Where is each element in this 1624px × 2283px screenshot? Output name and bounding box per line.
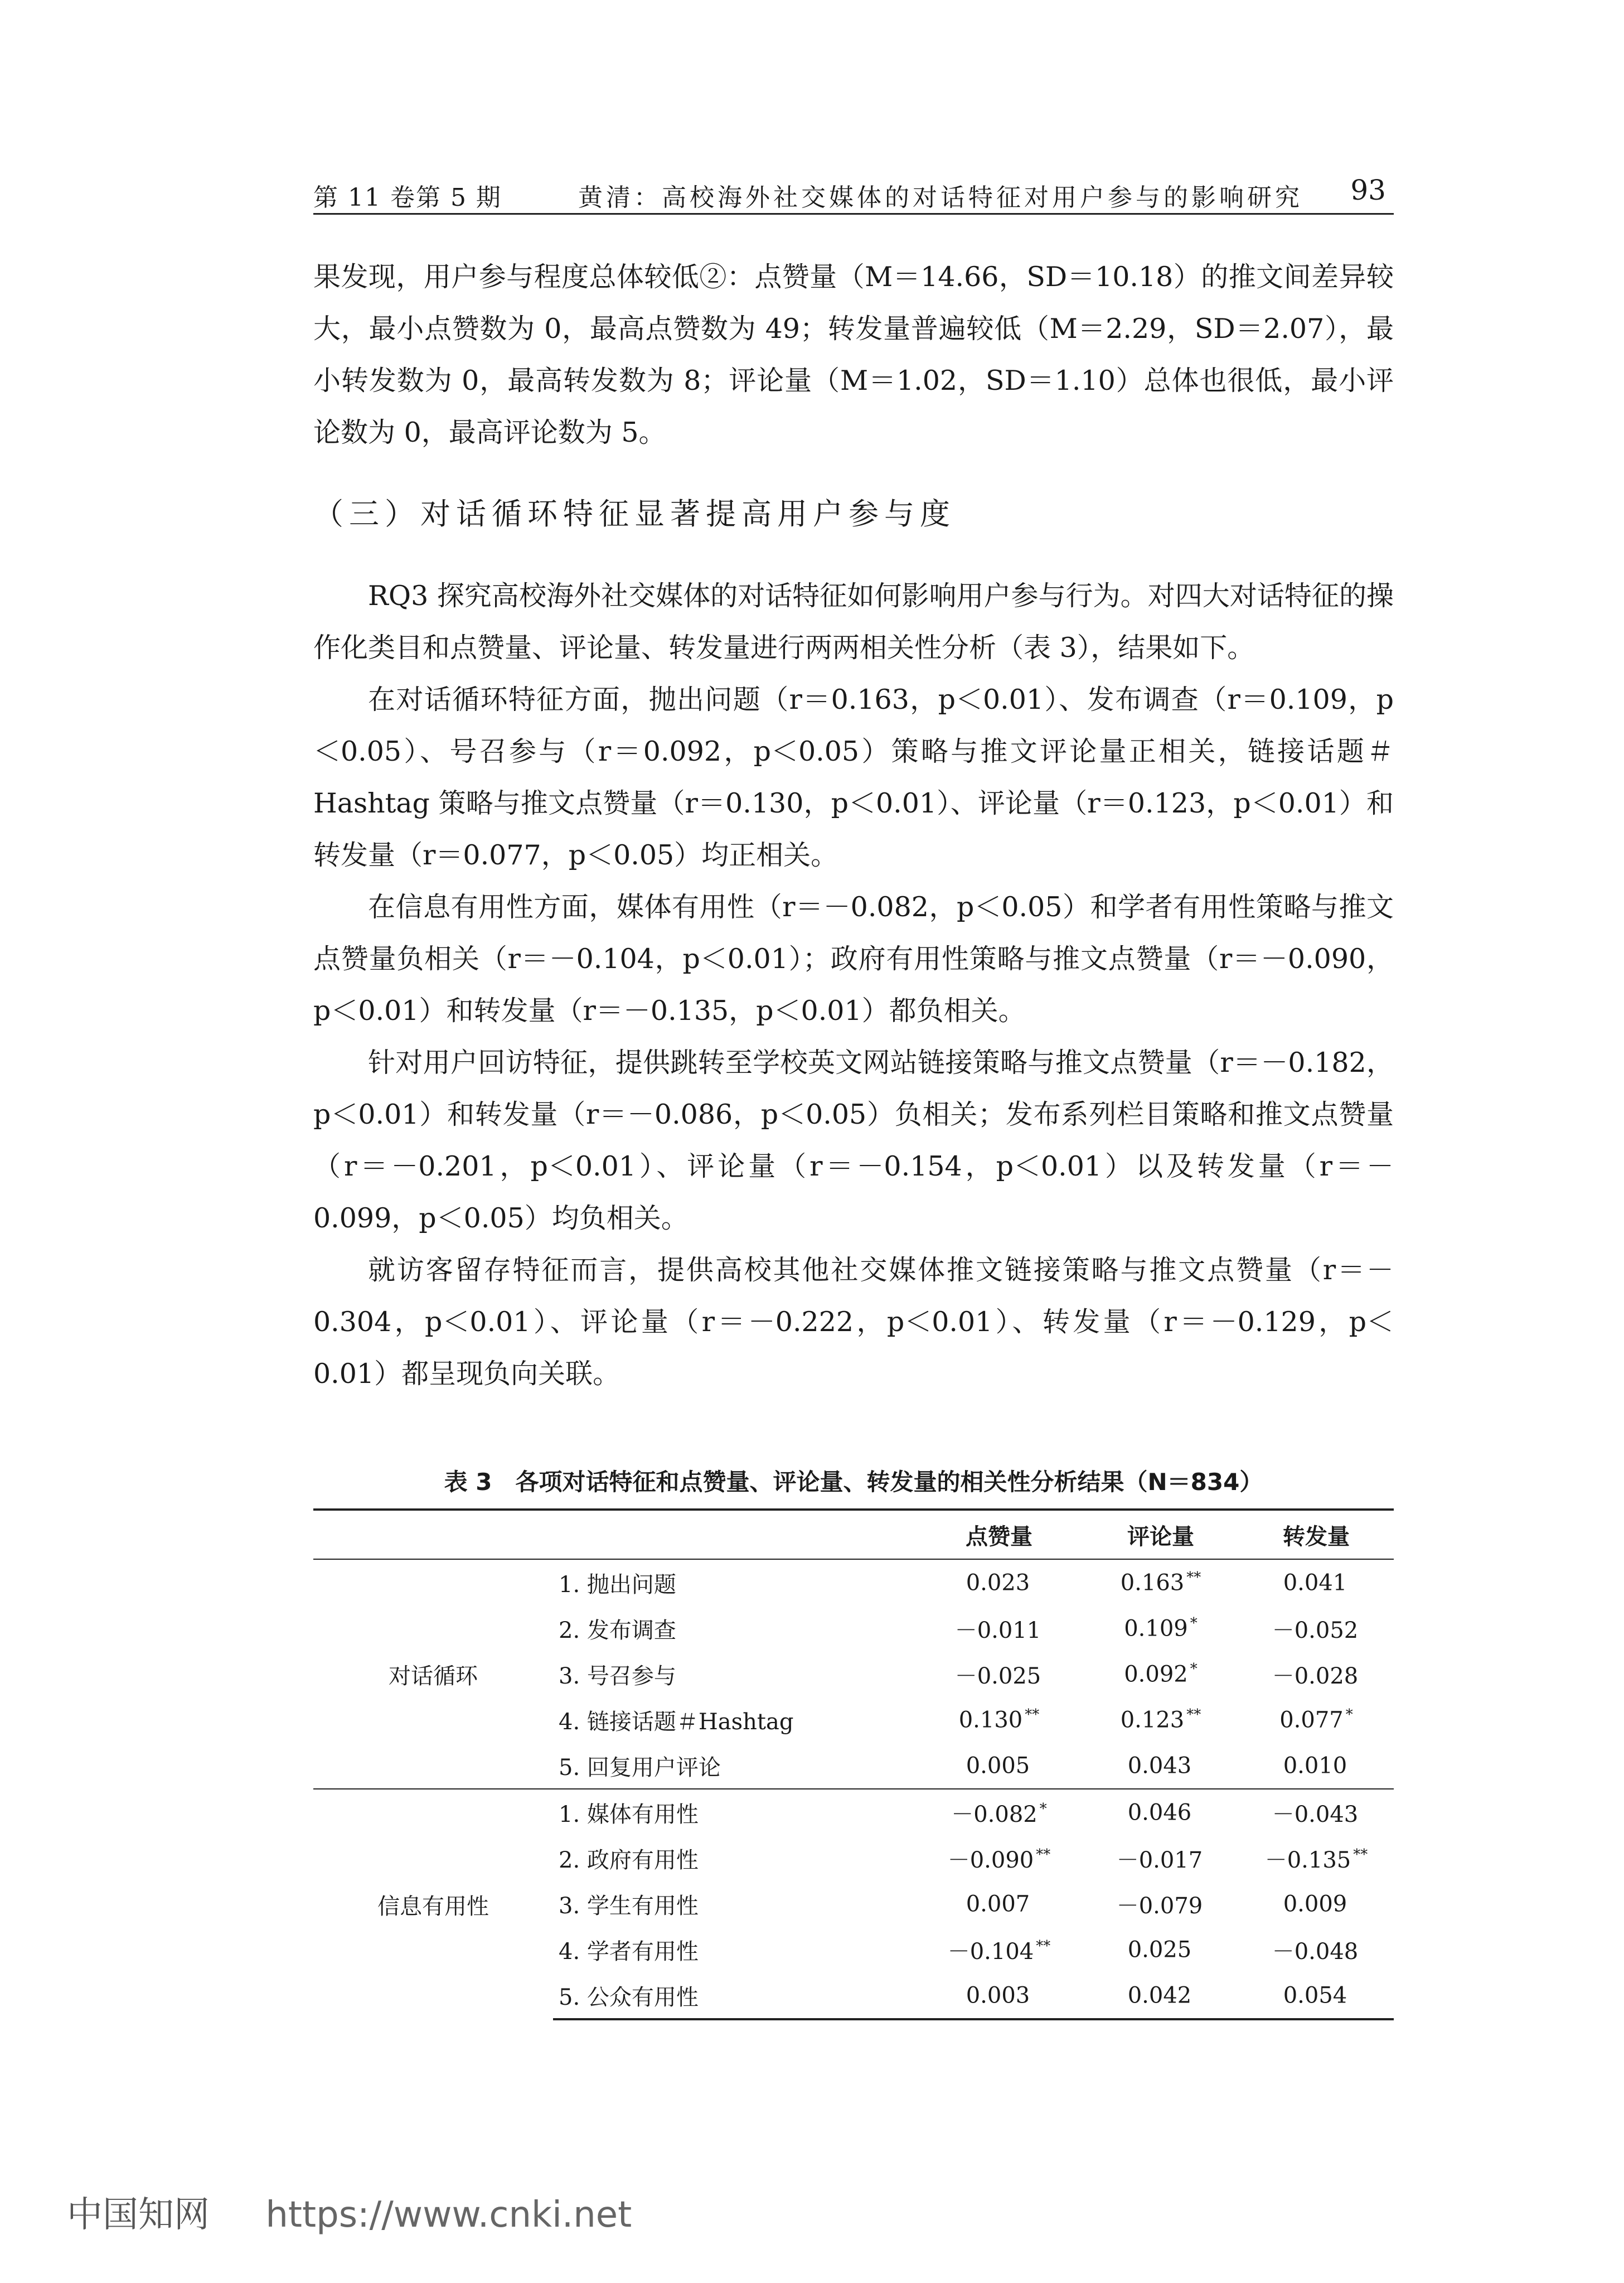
table-cell xyxy=(915,1605,1083,1651)
table-cell xyxy=(1239,1972,1394,2019)
table-cell xyxy=(915,1651,1083,1697)
row-item-label: 3. 学生有用性 xyxy=(559,1893,699,1919)
table-cell xyxy=(1239,1927,1394,1972)
cell-value: －0.028 xyxy=(1272,1663,1359,1689)
section-heading: （三）对话循环特征显著提高用户参与度 xyxy=(313,496,956,531)
table-cell xyxy=(1083,1743,1239,1789)
running-header xyxy=(313,174,1394,215)
article-running-title: 黄清：高校海外社交媒体的对话特征对用户参与的影响研究 xyxy=(578,183,1303,212)
cell-value: 0.042 xyxy=(1127,1982,1192,2009)
page-number: 93 xyxy=(1350,174,1386,206)
cell-value: 0.025 xyxy=(1127,1937,1192,1963)
column-header-shares: 转发量 xyxy=(1239,1510,1394,1559)
cell-value: 0.009 xyxy=(1283,1891,1347,1917)
cell-value: 0.054 xyxy=(1283,1982,1347,2009)
header-blank xyxy=(313,1510,553,1559)
cell-value: 0.163 xyxy=(1120,1570,1185,1596)
row-item-label: 2. 发布调查 xyxy=(559,1617,676,1643)
cell-value: 0.043 xyxy=(1127,1753,1192,1779)
cell-value: －0.090 xyxy=(947,1847,1034,1873)
cell-value: 0.077 xyxy=(1279,1707,1344,1733)
cell-value: 0.123 xyxy=(1120,1707,1185,1733)
cell-value: 0.130 xyxy=(958,1707,1023,1733)
paragraph-rq3: RQ3 探究高校海外社交媒体的对话特征如何影响用户参与行为。对四大对话特征的操作化类目和点赞量、评论量、转发量进行两两相关性分析（表 3），结果如下。 xyxy=(313,580,1394,664)
table-row xyxy=(313,1559,1394,1605)
cell-value: －0.079 xyxy=(1116,1893,1203,1919)
row-item-label: 5. 公众有用性 xyxy=(553,1972,915,2019)
article-body xyxy=(313,251,1394,1400)
column-header-comments: 评论量 xyxy=(1083,1510,1239,1559)
cell-value: 0.092 xyxy=(1124,1661,1188,1687)
cell-value: 0.003 xyxy=(966,1982,1030,2009)
cell-value: －0.104 xyxy=(947,1938,1034,1965)
table-cell xyxy=(1083,1972,1239,2019)
table-cell xyxy=(1083,1697,1239,1743)
table-cell xyxy=(1083,1559,1239,1605)
paragraph-return-visit: 针对用户回访特征，提供跳转至学校英文网站链接策略与推文点赞量（r＝－0.182，p＜0.01）和转发量（r＝－0.086，p＜0.05）负相关；发布系列栏目策略和推文点赞量（r＝－0.201，p＜0.01）、评论量（r＝－0.154，p＜0.01）以及转发量（r＝－0.099，p＜0.05）均负相关。 xyxy=(313,1047,1394,1234)
cell-value: 0.007 xyxy=(966,1891,1030,1917)
significance-mark: ** xyxy=(1186,1569,1201,1587)
table-cell xyxy=(1083,1835,1239,1881)
cell-value: －0.025 xyxy=(954,1663,1041,1689)
significance-mark: * xyxy=(1190,1661,1198,1678)
table-cell xyxy=(915,1743,1083,1789)
table-cell xyxy=(1239,1835,1394,1881)
paragraph-info-usefulness: 在信息有用性方面，媒体有用性（r＝－0.082，p＜0.05）和学者有用性策略与推文点赞量负相关（r＝－0.104，p＜0.01）；政府有用性策略与推文点赞量（r＝－0.090，p＜0.01）和转发量（r＝－0.135，p＜0.01）都负相关。 xyxy=(313,891,1394,1027)
table-cell xyxy=(1083,1881,1239,1927)
row-item-label: 5. 回复用户评论 xyxy=(559,1754,721,1781)
table-body xyxy=(313,1559,1394,2019)
table-cell xyxy=(1239,1697,1394,1743)
footer-watermark xyxy=(67,2186,632,2237)
table-cell xyxy=(1083,1605,1239,1651)
column-header-likes: 点赞量 xyxy=(915,1510,1083,1559)
row-item-label: 1. 抛出问题 xyxy=(559,1571,676,1598)
significance-mark: ** xyxy=(1186,1706,1201,1724)
table-row xyxy=(313,1789,1394,1835)
group-label: 信息有用性 xyxy=(313,1789,553,2019)
table-cell xyxy=(1083,1651,1239,1697)
table-cell xyxy=(1239,1789,1394,1835)
significance-mark: ** xyxy=(1025,1706,1040,1724)
table-cell xyxy=(915,1697,1083,1743)
table-header-row xyxy=(313,1510,1394,1559)
cell-value: －0.011 xyxy=(954,1617,1041,1643)
cnki-url: https://www.cnki.net xyxy=(265,2194,632,2236)
significance-mark: * xyxy=(1190,1615,1198,1632)
cell-value: －0.017 xyxy=(1116,1847,1203,1873)
table-cell xyxy=(1239,1881,1394,1927)
cell-value: 0.005 xyxy=(966,1753,1030,1779)
cell-value: －0.135 xyxy=(1264,1847,1351,1873)
table-caption: 表 3 各项对话特征和点赞量、评论量、转发量的相关性分析结果（N＝834） xyxy=(444,1468,1263,1496)
row-item-label: 1. 媒体有用性 xyxy=(553,1789,915,1835)
significance-mark: ** xyxy=(1036,1846,1051,1864)
row-item-label: 4. 学者有用性 xyxy=(559,1938,699,1965)
significance-mark: * xyxy=(1039,1801,1047,1818)
table-cell xyxy=(915,1927,1083,1972)
table-cell xyxy=(1239,1743,1394,1789)
header-blank xyxy=(553,1510,915,1559)
group-label: 对话循环 xyxy=(389,1663,478,1689)
correlation-table xyxy=(313,1508,1394,2020)
paragraph-visitor-retention: 就访客留存特征而言，提供高校其他社交媒体推文链接策略与推文点赞量（r＝－0.304，p＜0.01）、评论量（r＝－0.222，p＜0.01）、转发量（r＝－0.129，p＜0.01）都呈现负向关联。 xyxy=(313,1254,1394,1390)
significance-mark: ** xyxy=(1353,1846,1368,1864)
significance-mark: ** xyxy=(1036,1938,1051,1955)
table-cell xyxy=(915,1881,1083,1927)
table-cell xyxy=(1083,1789,1239,1835)
paragraph-results-continued: 果发现，用户参与程度总体较低②：点赞量（M＝14.66，SD＝10.18）的推文间差异较大，最小点赞数为 0，最高点赞数为 49；转发量普遍较低（M＝2.29，SD＝2.07），最小转发数为 0，最高转发数为 8；评论量（M＝1.02，SD＝1.10）总体也很低，最小评论数为 0，最高评论数为 5。 xyxy=(313,261,1394,448)
cell-value: －0.048 xyxy=(1272,1938,1359,1965)
row-item-label: 2. 政府有用性 xyxy=(559,1847,699,1873)
significance-mark: * xyxy=(1345,1706,1353,1724)
paragraph-dialogue-loop: 在对话循环特征方面，抛出问题（r＝0.163，p＜0.01）、发布调查（r＝0.109，p＜0.05）、号召参与（r＝0.092，p＜0.05）策略与推文评论量正相关，链接话题＃Hashtag 策略与推文点赞量（r＝0.130，p＜0.01）、评论量（r＝0.123，p＜0.01）和转发量（r＝0.077，p＜0.05）均正相关。 xyxy=(313,684,1394,871)
table-cell xyxy=(915,1559,1083,1605)
cnki-logo-text: 中国知网 xyxy=(67,2194,210,2236)
table-cell xyxy=(915,1835,1083,1881)
cell-value: －0.043 xyxy=(1272,1801,1359,1827)
table-cell xyxy=(1083,1927,1239,1972)
table-cell xyxy=(915,1972,1083,2019)
cell-value: 0.010 xyxy=(1283,1753,1347,1779)
table-cell xyxy=(915,1789,1083,1835)
cell-value: －0.052 xyxy=(1272,1617,1359,1643)
cell-value: 0.046 xyxy=(1127,1800,1192,1826)
cell-value: 0.023 xyxy=(966,1570,1030,1596)
table-cell xyxy=(1239,1559,1394,1605)
row-item-label: 3. 号召参与 xyxy=(559,1663,676,1689)
cell-value: 0.041 xyxy=(1283,1570,1347,1596)
cell-value: －0.082 xyxy=(951,1801,1038,1827)
row-item-label: 4. 链接话题＃Hashtag xyxy=(559,1709,794,1735)
table-cell xyxy=(1239,1651,1394,1697)
cell-value: 0.109 xyxy=(1124,1615,1188,1642)
journal-volume: 第 11 卷第 5 期 xyxy=(313,183,502,212)
table-cell xyxy=(1239,1605,1394,1651)
